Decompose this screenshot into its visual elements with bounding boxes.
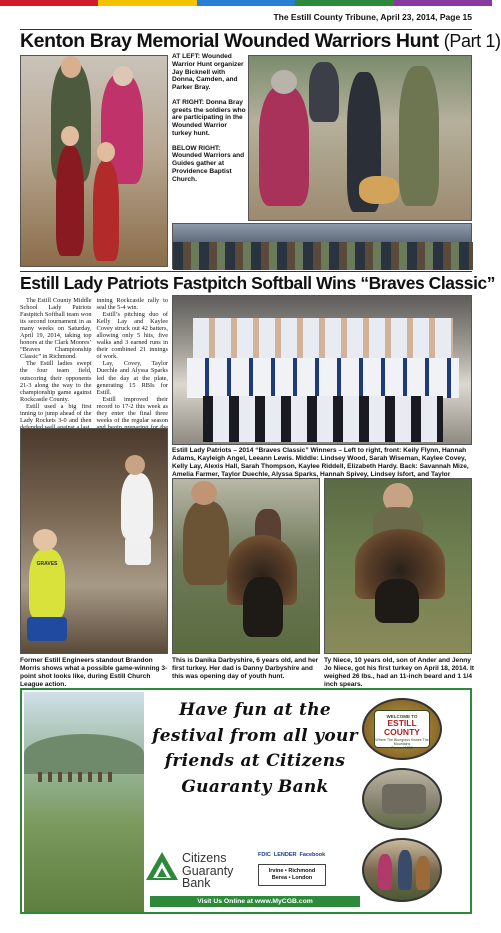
ad-line: Have fun at the bbox=[179, 700, 331, 720]
running-head: The Estill County Tribune, April 23, 2014, Page 15 bbox=[20, 8, 472, 30]
ad-line: festival from all your bbox=[152, 725, 358, 746]
equal-housing-icon: LENDER bbox=[273, 852, 297, 858]
estill-county-sign bbox=[374, 710, 430, 748]
ad-line: Guaranty Bank bbox=[181, 776, 329, 797]
article-paragraph: Estill improved their record to 17-2 this week as they enter the final three weeks of the regular season bbox=[96, 395, 168, 424]
headline-wounded-warriors bbox=[20, 30, 501, 54]
photo-softball-team bbox=[172, 295, 472, 445]
caption-at-right: AT RIGHT: Donna Bray greets the soldiers who are participating in the Wounded Warrior turkey hunt. bbox=[172, 98, 246, 137]
sign-county: ESTILL COUNTY bbox=[384, 718, 420, 738]
article-paragraph: The Estill ladies swept the four team field, outscoring their opponents 21-3 along the way to the championship game against Rockcastle County. bbox=[20, 360, 92, 403]
ty-niece-caption: Ty Niece, 10 years old, son of Ander and Jenny Jo Niece, got his first turkey on April 18, 2014. It weighed 26 lbs., had an 11-inch beard and 1 1/4 inch spears. bbox=[324, 657, 474, 688]
article-paragraph: Estill’s pitching duo of Kelly Lay and Kaylee Covey struck out 42 batters, allowing only 5 hits, five walks and 3 earned runs in their combined 21 innings of work. bbox=[96, 311, 168, 361]
headline-part: (Part 1) bbox=[443, 31, 501, 51]
branch-line: Berea • London bbox=[271, 874, 313, 881]
bank-name bbox=[182, 852, 233, 890]
facebook-icon[interactable]: Facebook bbox=[299, 852, 326, 858]
sign-tagline: Where The Bluegrass Kisses The Mountains bbox=[375, 737, 429, 746]
wounded-warriors-captions bbox=[172, 53, 246, 190]
shirt-text: GRAVES bbox=[36, 561, 58, 567]
article-paragraph: inning Rockcastle rally to seal the 5-4 win. bbox=[96, 297, 168, 312]
sign-welcome: WELCOME TO bbox=[386, 714, 418, 719]
article-column-1 bbox=[20, 297, 92, 425]
section-rule bbox=[20, 271, 472, 272]
headline-text: Kenton Bray Memorial Wounded Warriors Hunt bbox=[20, 30, 439, 52]
photo-bicknell-bray-family bbox=[20, 55, 168, 267]
article-paragraph: Estill used a big first inning to jump ahead of the Lady Rockets 3-0 and then bbox=[20, 402, 92, 424]
softball-article bbox=[20, 297, 168, 425]
branch-locations bbox=[258, 864, 326, 886]
danika-caption: This is Danika Darbyshire, 6 years old, and her first turkey. Her dad is Danny Darbyshire and this was opening day of youth hunt. bbox=[172, 657, 319, 680]
fdic-icon: FDIC bbox=[258, 852, 271, 858]
bank-badges bbox=[258, 852, 326, 862]
bank-name-line: Citizens bbox=[182, 851, 227, 865]
ad-line: friends at Citizens bbox=[164, 751, 346, 771]
photo-brandon-morris-shot bbox=[20, 428, 168, 654]
photo-ty-niece-turkey bbox=[324, 478, 472, 654]
caption-below-right: BELOW RIGHT: Wounded Warriors and Guides gather at Providence Baptist Church. bbox=[172, 144, 245, 183]
furnace-photo bbox=[362, 768, 442, 830]
caption-at-left: AT LEFT: Wounded Warrior Hunt organizer Jay Bicknell with Donna, Camden, and Parker Bray. bbox=[172, 53, 244, 92]
sign-formed: Formed 1808 bbox=[391, 745, 413, 750]
bank-name-line: Guaranty bbox=[182, 863, 234, 878]
branch-line: Irvine • Richmond bbox=[268, 868, 316, 874]
visit-website-link[interactable]: Visit Us Online at www.MyCGB.com bbox=[150, 896, 360, 907]
citizens-guaranty-bank-ad bbox=[20, 688, 472, 914]
photo-warriors-and-guides-group bbox=[172, 223, 472, 269]
bank-logo-icon bbox=[144, 850, 180, 888]
color-stripe bbox=[0, 0, 492, 6]
bank-name-line: Bank bbox=[182, 876, 211, 890]
festival-people-photo bbox=[362, 838, 442, 902]
team-caption: Estill Lady Patriots – 2014 “Braves Classic” Winners – Left to right, front: Keily Flynn, Hannah Adams, Kayleigh Angel, Leeann Lewis. Middle: Lindsey Wood, Sarah Wiseman, Kaylee Covey, Kelly Lay, Alexis Hall, Sarah Thompson, Kaylee Riddell, Elizabeth Hardy. Back: Savannah Mize, Amelia Farmer, Taylor Duechle, Alyssa Sparks, Hannah Spivey, Lindsey Isfort, and Taylor bbox=[172, 447, 469, 478]
headline-softball: Estill Lady Patriots Fastpitch Softball Wins “Braves Classic” bbox=[20, 273, 496, 293]
photo-donna-greets-soldiers bbox=[248, 55, 472, 221]
article-column-2 bbox=[97, 297, 169, 425]
engineers-caption: Former Estill Engineers standout Brandon Morris shows what a possible game-winning 3-point shot looks like, during Estill Church League action. bbox=[20, 657, 168, 688]
photo-danika-turkey bbox=[172, 478, 320, 654]
ad-landscape-image bbox=[24, 692, 144, 912]
article-paragraph: The Estill County Middle School Lady Patriots Fastpitch Softball team won its second tournament in as many weeks on Saturday, April 19, 2014, taking top honors at the Clark Moores’ “Braves Championship Classic” in Richmond. bbox=[20, 297, 92, 361]
article-paragraph: Lay, Covey, Taylor Duechle and Alyssa Sparks led the day at the plate, generating 15 RBIs for Estill. bbox=[96, 360, 168, 396]
ad-headline bbox=[150, 698, 360, 800]
